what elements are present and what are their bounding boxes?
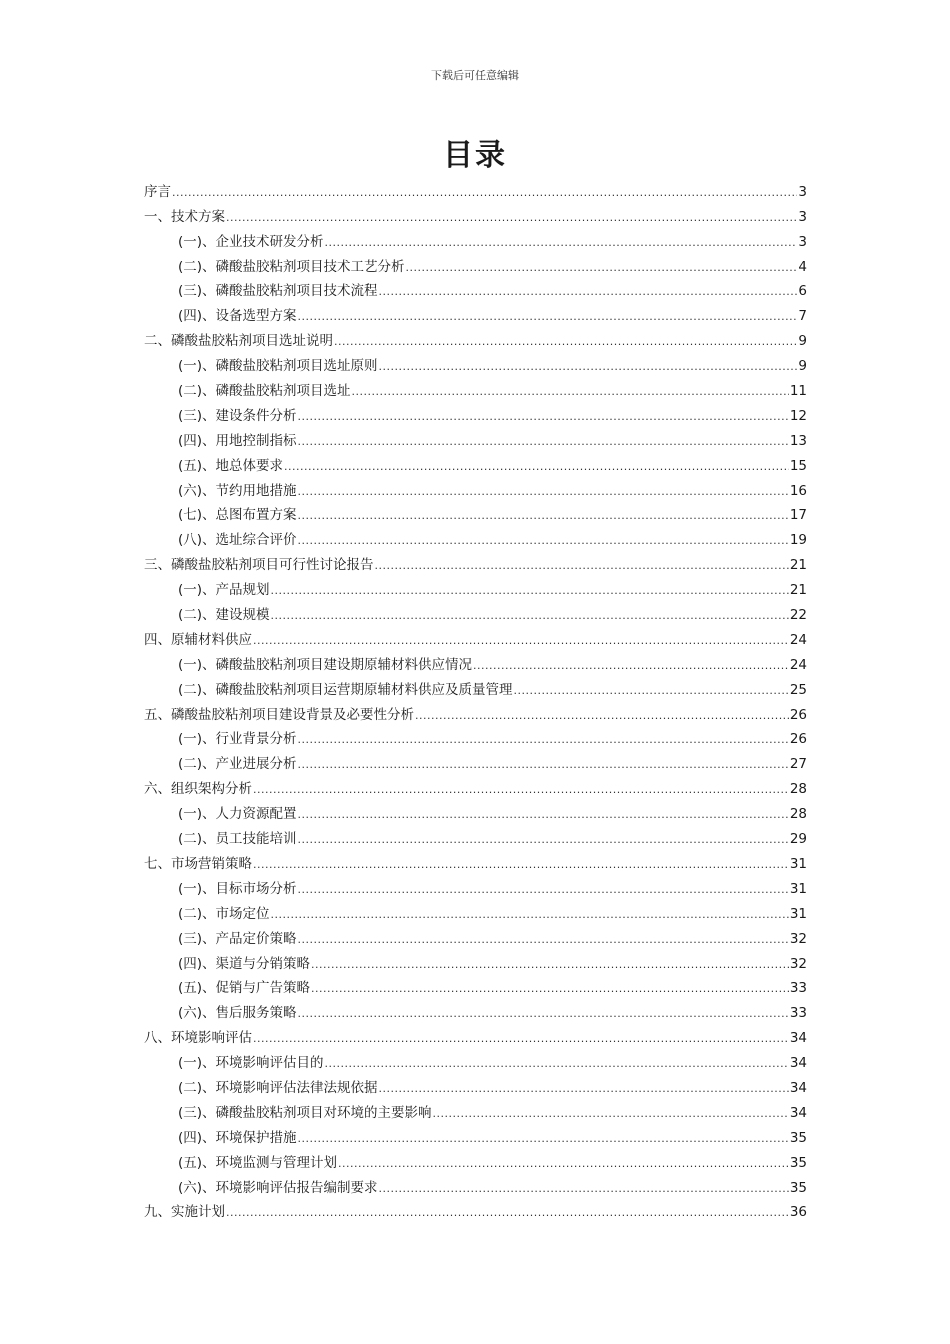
dot-leader [298, 408, 789, 425]
toc-entry-text: (八)、选址综合评价 [178, 532, 297, 549]
toc-subentry[interactable] [144, 574, 807, 599]
toc-page-number: 31 [789, 905, 807, 922]
toc-entry[interactable] [144, 699, 807, 724]
dot-leader [298, 931, 789, 948]
dot-leader [406, 259, 798, 276]
toc-entry[interactable] [144, 1197, 807, 1222]
toc-subentry[interactable] [144, 300, 807, 325]
dot-leader [379, 358, 798, 375]
dot-leader [298, 483, 789, 500]
dot-leader [311, 980, 789, 997]
dot-leader [298, 806, 789, 823]
toc-subentry[interactable] [144, 500, 807, 525]
toc-entry-text: (五)、环境监测与管理计划 [178, 1154, 338, 1171]
toc-entry[interactable] [144, 1022, 807, 1047]
dot-leader [325, 234, 798, 251]
dot-leader [375, 557, 789, 574]
toc-page-number: 4 [798, 258, 807, 275]
toc-page-number: 17 [789, 507, 807, 524]
toc-entry-text: (六)、环境影响评估报告编制要求 [178, 1179, 378, 1196]
toc-entry-text: 七、市场营销策略 [144, 855, 252, 872]
toc-entry-text: (二)、员工技能培训 [178, 831, 297, 848]
dot-leader [271, 582, 789, 599]
toc-page-number: 26 [789, 706, 807, 723]
toc-subentry[interactable] [144, 400, 807, 425]
toc-entry-text: (二)、环境影响评估法律法规依据 [178, 1079, 378, 1096]
toc-subentry[interactable] [144, 524, 807, 549]
page-title: 目录 [443, 138, 507, 173]
toc-entry-text: 八、环境影响评估 [144, 1030, 252, 1047]
toc-entry-text: (四)、用地控制指标 [178, 432, 297, 449]
toc-page-number: 34 [789, 1055, 807, 1072]
toc-subentry[interactable] [144, 251, 807, 276]
dot-leader [298, 831, 789, 848]
toc-entry[interactable] [144, 325, 807, 350]
toc-entry-text: (三)、磷酸盐胶粘剂项目技术流程 [178, 283, 378, 300]
toc-entry-text: (一)、目标市场分析 [178, 880, 297, 897]
toc-page-number: 9 [798, 358, 807, 375]
toc-subentry[interactable] [144, 425, 807, 450]
toc-entry-text: (二)、市场定位 [178, 905, 270, 922]
toc-subentry[interactable] [144, 276, 807, 301]
dot-leader [473, 657, 789, 674]
toc-subentry[interactable] [144, 350, 807, 375]
dot-leader [415, 707, 789, 724]
toc-subentry[interactable] [144, 1097, 807, 1122]
toc-entry-text: 九、实施计划 [144, 1204, 225, 1221]
dot-leader [298, 308, 798, 325]
toc-entry-text: 六、组织架构分析 [144, 781, 252, 798]
toc-subentry[interactable] [144, 997, 807, 1022]
toc-page-number: 24 [789, 631, 807, 648]
dot-leader [379, 1180, 789, 1197]
toc-entry-text: (二)、磷酸盐胶粘剂项目技术工艺分析 [178, 258, 405, 275]
toc-entry-text: (一)、磷酸盐胶粘剂项目选址原则 [178, 358, 378, 375]
toc-page-number: 21 [789, 557, 807, 574]
toc-page-number: 15 [789, 457, 807, 474]
toc-entry[interactable] [144, 176, 807, 201]
dot-leader [284, 458, 789, 475]
toc-entry-text: (四)、设备选型方案 [178, 308, 297, 325]
toc-page-number: 35 [789, 1154, 807, 1171]
dot-leader [338, 1155, 789, 1172]
toc-subentry[interactable] [144, 823, 807, 848]
dot-leader [271, 607, 789, 624]
toc-page-number: 33 [789, 980, 807, 997]
toc-entry-text: (三)、产品定价策略 [178, 930, 297, 947]
toc-page-number: 32 [789, 955, 807, 972]
toc-page-number: 21 [789, 582, 807, 599]
toc-subentry[interactable] [144, 226, 807, 251]
toc-page-number: 22 [789, 607, 807, 624]
dot-leader [311, 956, 789, 973]
toc-subentry[interactable] [144, 748, 807, 773]
toc-entry-text: (一)、人力资源配置 [178, 806, 297, 823]
toc-page-number: 11 [789, 383, 807, 400]
toc-subentry[interactable] [144, 973, 807, 998]
toc-page-number: 35 [789, 1179, 807, 1196]
toc-page-number: 31 [789, 855, 807, 872]
dot-leader [379, 1080, 789, 1097]
toc-entry-text: (二)、磷酸盐胶粘剂项目选址 [178, 383, 351, 400]
toc-entry-text: (二)、产业进展分析 [178, 756, 297, 773]
toc-entry-text: (一)、企业技术研发分析 [178, 233, 324, 250]
toc-page-number: 28 [789, 806, 807, 823]
toc-page-number: 28 [789, 781, 807, 798]
header-note: 下载后可任意编辑 [431, 69, 519, 82]
toc-page-number: 32 [789, 930, 807, 947]
table-of-contents [144, 176, 807, 1221]
dot-leader [379, 283, 798, 300]
toc-page-number: 31 [789, 880, 807, 897]
toc-page-number: 7 [798, 308, 807, 325]
toc-subentry[interactable] [144, 898, 807, 923]
dot-leader [298, 1130, 789, 1147]
toc-entry-text: 四、原辅材料供应 [144, 631, 252, 648]
dot-leader [298, 756, 789, 773]
toc-page-number: 3 [798, 233, 807, 250]
toc-entry-text: (四)、环境保护措施 [178, 1129, 297, 1146]
toc-entry-text: 三、磷酸盐胶粘剂项目可行性讨论报告 [144, 557, 374, 574]
toc-page-number: 34 [789, 1030, 807, 1047]
dot-leader [298, 507, 789, 524]
toc-page-number: 35 [789, 1129, 807, 1146]
toc-page-number: 36 [789, 1204, 807, 1221]
toc-entry-text: (一)、磷酸盐胶粘剂项目建设期原辅材料供应情况 [178, 656, 473, 673]
toc-subentry[interactable] [144, 1047, 807, 1072]
toc-entry-text: 五、磷酸盐胶粘剂项目建设背景及必要性分析 [144, 706, 414, 723]
toc-entry[interactable] [144, 549, 807, 574]
toc-entry-text: (二)、建设规模 [178, 607, 270, 624]
dot-leader [514, 682, 789, 699]
toc-page-number: 12 [789, 407, 807, 424]
dot-leader [298, 731, 789, 748]
toc-entry-text: (五)、促销与广告策略 [178, 980, 311, 997]
toc-page-number: 29 [789, 831, 807, 848]
toc-subentry[interactable] [144, 1122, 807, 1147]
toc-page-number: 16 [789, 482, 807, 499]
toc-subentry[interactable] [144, 948, 807, 973]
dot-leader [298, 1005, 789, 1022]
toc-entry-text: 一、技术方案 [144, 208, 225, 225]
dot-leader [325, 1055, 789, 1072]
toc-page-number: 26 [789, 731, 807, 748]
dot-leader [352, 383, 789, 400]
dot-leader [253, 856, 789, 873]
toc-page-number: 3 [798, 208, 807, 225]
dot-leader [334, 333, 797, 350]
toc-subentry[interactable] [144, 475, 807, 500]
dot-leader [226, 209, 797, 226]
dot-leader [298, 433, 789, 450]
toc-page-number: 13 [789, 432, 807, 449]
toc-entry-text: (五)、地总体要求 [178, 457, 284, 474]
toc-page-number: 27 [789, 756, 807, 773]
toc-entry-text: (四)、渠道与分销策略 [178, 955, 311, 972]
toc-entry[interactable] [144, 848, 807, 873]
toc-entry[interactable] [144, 773, 807, 798]
toc-entry-text: (二)、磷酸盐胶粘剂项目运营期原辅材料供应及质量管理 [178, 681, 513, 698]
toc-subentry[interactable] [144, 873, 807, 898]
toc-entry-text: (一)、产品规划 [178, 582, 270, 599]
toc-subentry[interactable] [144, 923, 807, 948]
toc-page-number: 34 [789, 1079, 807, 1096]
toc-subentry[interactable] [144, 450, 807, 475]
toc-page-number: 25 [789, 681, 807, 698]
dot-leader [253, 781, 789, 798]
dot-leader [271, 906, 789, 923]
dot-leader [172, 184, 797, 201]
toc-subentry[interactable] [144, 649, 807, 674]
toc-page-number: 34 [789, 1104, 807, 1121]
toc-entry-text: (七)、总图布置方案 [178, 507, 297, 524]
dot-leader [298, 881, 789, 898]
dot-leader [298, 532, 789, 549]
toc-page-number: 9 [798, 333, 807, 350]
toc-subentry[interactable] [144, 798, 807, 823]
toc-subentry[interactable] [144, 1172, 807, 1197]
toc-subentry[interactable] [144, 724, 807, 749]
dot-leader [253, 1030, 789, 1047]
toc-entry-text: (六)、节约用地措施 [178, 482, 297, 499]
toc-entry-text: (三)、磷酸盐胶粘剂项目对环境的主要影响 [178, 1104, 432, 1121]
toc-entry[interactable] [144, 624, 807, 649]
toc-entry-text: (一)、环境影响评估目的 [178, 1055, 324, 1072]
toc-subentry[interactable] [144, 375, 807, 400]
toc-entry[interactable] [144, 201, 807, 226]
dot-leader [433, 1105, 789, 1122]
dot-leader [226, 1204, 789, 1221]
toc-entry-text: (六)、售后服务策略 [178, 1005, 297, 1022]
toc-page-number: 6 [798, 283, 807, 300]
toc-entry-text: (三)、建设条件分析 [178, 407, 297, 424]
toc-page-number: 3 [798, 183, 807, 200]
toc-entry-text: (一)、行业背景分析 [178, 731, 297, 748]
toc-entry-text: 二、磷酸盐胶粘剂项目选址说明 [144, 333, 333, 350]
toc-page-number: 33 [789, 1005, 807, 1022]
toc-subentry[interactable] [144, 599, 807, 624]
toc-page-number: 24 [789, 656, 807, 673]
toc-entry-text: 序言 [144, 183, 171, 200]
toc-subentry[interactable] [144, 1072, 807, 1097]
toc-subentry[interactable] [144, 674, 807, 699]
toc-page-number: 19 [789, 532, 807, 549]
dot-leader [253, 632, 789, 649]
toc-subentry[interactable] [144, 1147, 807, 1172]
